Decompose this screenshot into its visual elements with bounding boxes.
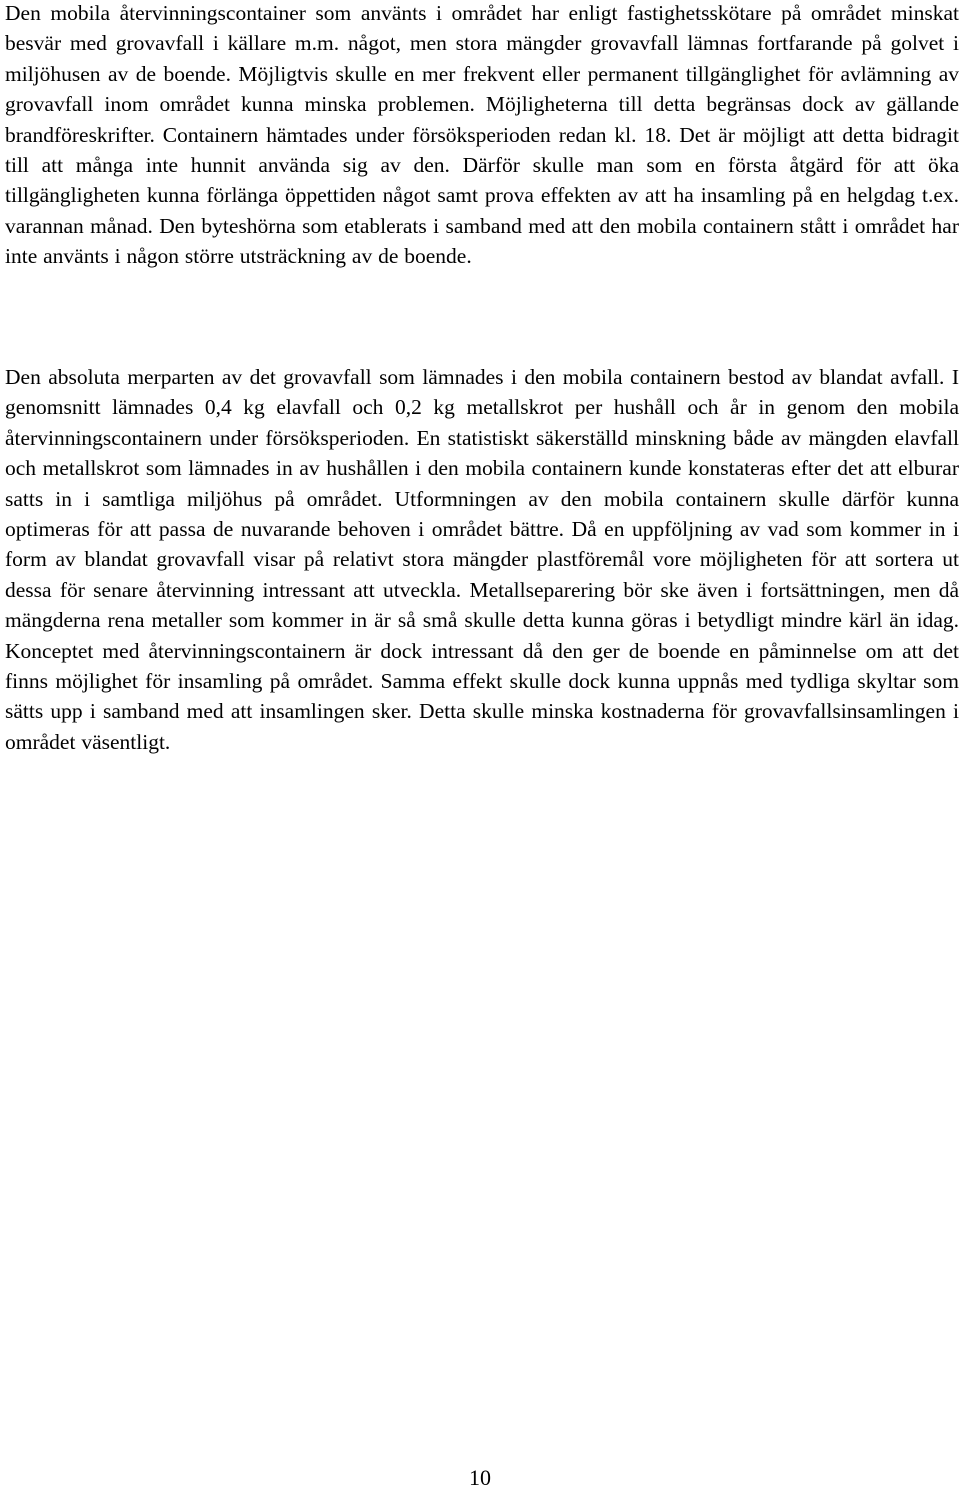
page-number: 10 (469, 1465, 491, 1490)
paragraph-2: Den absoluta merparten av det grovavfall som lämnades i den mobila containern bestod av blandat avfall. I genomsnitt lämnades 0,4 kg elavfall och 0,2 kg metallskrot per hushåll och år in genom den mobila återvinningscontainern under försöksperioden. En statistiskt säkerställd minskning både av mängden elavfall och metallskrot som lämnades in av hushållen i den mobila containern kunde konstateras efter det att elburar satts in i samtliga miljöhus på området. Utformningen av den mobila containern skulle därför kunna optimeras för att passa de nuvarande behoven i området bättre. Då en uppföljning av vad som kommer in i form av blandat grovavfall visar på relativt stora mängder plastföremål vore möjligheten för att sortera ut dessa för senare återvinning intressant att utveckla. Metallseparering bör ske även i fortsättningen, men då mängderna rena metaller som kommer in är så små skulle detta kunna göras i betydligt mindre kärl än idag. Konceptet med återvinningscontainern är dock intressant då den ger de boende en påminnelse om att det finns möjlighet för insamling på området. Samma effekt skulle dock kunna uppnås med tydliga skyltar som sätts upp i samband med att insamlingen sker. Detta skulle minska kostnaderna för grovavfallsinsamlingen i området väsentligt. (5, 365, 959, 754)
paragraph-1: Den mobila återvinningscontainer som använts i området har enligt fastighetsskötare på området minskat besvär med grovavfall i källare m.m. något, men stora mängder grovavfall lämnas fortfarande på golvet i miljöhusen av de boende. Möjligtvis skulle en mer frekvent eller permanent tillgänglighet för avlämning av grovavfall inom området kunna minska problemen. Möjligheterna till detta begränsas dock av gällande brandföreskrifter. Containern hämtades under försöksperioden redan kl. 18. Det är möjligt att detta bidragit till att många inte hunnit använda sig av den. Därför skulle man som en första åtgärd för att öka tillgängligheten kunna förlänga öppettiden något samt prova effekten av att ha insamling på en helgdag t.ex. varannan månad. Den byteshörna som etablerats i samband med att den mobila containern stått i området har inte använts i någon större utsträckning av de boende. (5, 1, 959, 269)
